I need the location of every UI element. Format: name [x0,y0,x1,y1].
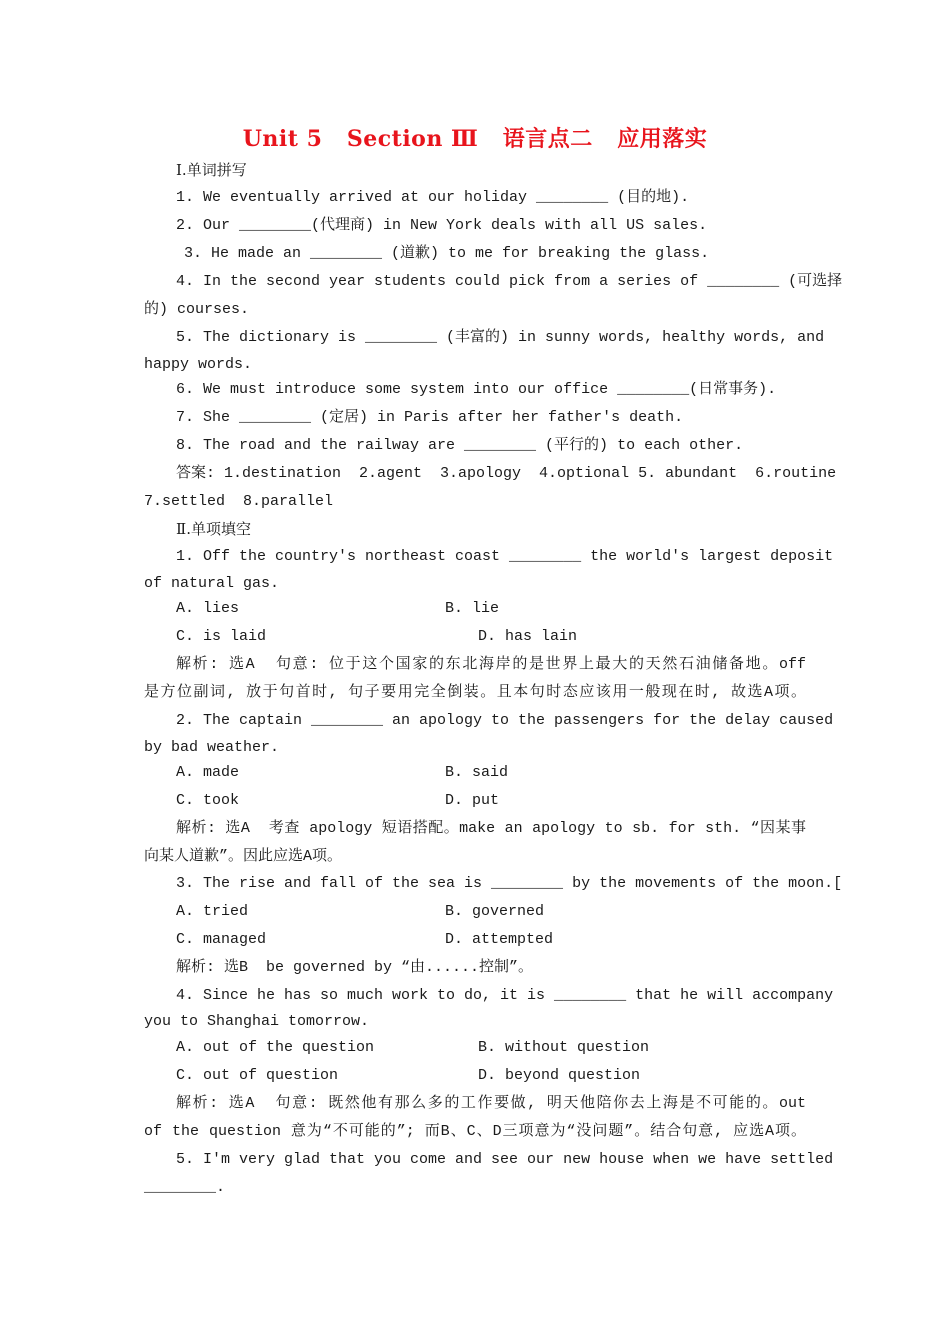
question-text: 1. We eventually arrived at our holiday ________ (目的地). [176,189,690,206]
option-d: D. beyond question [478,1067,641,1084]
option-c: C. is laid [176,628,267,645]
option-d: D. attempted [445,931,554,948]
page-title: Unit 5 Section Ⅲ 语言点二 应用落实 [242,126,708,152]
question-text: of natural gas. [144,575,280,592]
question-text: you to Shanghai tomorrow. [144,1013,370,1030]
question-text: 3. The rise and fall of the sea is ________ by the movements of the moon.[ [176,875,843,892]
option-b: B. lie [445,600,500,617]
option-a: A. out of the question [176,1039,375,1056]
explanation: of the question 意为“不可能的”; 而B、C、D三项意为“没问题”。结合句意, 应选A项。 [144,1123,806,1140]
option-c: C. managed [176,931,267,948]
option-a: A. made [176,764,240,781]
explanation: 解析: 选B be governed by “由......控制”。 [176,959,534,976]
question-text: 2. Our ________(代理商) in New York deals with all US sales. [176,217,708,234]
question-text: ________. [144,1179,226,1196]
explanation: 解析: 选A 句意: 位于这个国家的东北海岸的是世界上最大的天然石油储备地。off [176,656,806,673]
option-c: C. out of question [176,1067,339,1084]
question-text: 4. In the second year students could pick from a series of ________ (可选择 [176,273,843,290]
question-text: 3. He made an ________ (道歉) to me for breaking the glass. [184,245,710,262]
question-text: 8. The road and the railway are ________ (平行的) to each other. [176,437,744,454]
question-text: by bad weather. [144,739,280,756]
option-a: A. tried [176,903,249,920]
option-b: B. without question [478,1039,650,1056]
question-text: happy words. [144,356,253,373]
question-text: 6. We must introduce some system into our office ________(日常事务). [176,381,777,398]
question-text: 2. The captain ________ an apology to the passengers for the delay caused [176,712,834,729]
option-b: B. said [445,764,509,781]
option-a: A. lies [176,600,240,617]
explanation: 是方位副词, 放于句首时, 句子要用完全倒装。且本句时态应该用一般现在时, 故选A项。 [144,684,806,701]
option-c: C. took [176,792,240,809]
answer-key: 答案: 1.destination 2.agent 3.apology 4.optional 5. abundant 6.routine [176,465,837,482]
question-text: 的) courses. [144,301,250,318]
question-text: 5. I'm very glad that you come and see our new house when we have settled [176,1151,834,1168]
explanation: 解析: 选A 考查 apology 短语搭配。make an apology to sb. for sth. “因某事 [176,820,806,837]
explanation: 解析: 选A 句意: 既然他有那么多的工作要做, 明天他陪你去上海是不可能的。out [176,1095,806,1112]
answer-key: 7.settled 8.parallel [144,493,334,510]
section-heading-multiple-choice: Ⅱ.单项填空 [176,520,251,538]
question-text: 5. The dictionary is ________ (丰富的) in sunny words, healthy words, and [176,329,825,346]
option-d: D. has lain [478,628,578,645]
question-text: 7. She ________ (定居) in Paris after her father's death. [176,409,684,426]
question-text: 1. Off the country's northeast coast ________ the world's largest deposit [176,548,834,565]
section-heading-spelling: Ⅰ.单词拼写 [176,161,247,179]
explanation: 向某人道歉”。因此应选A项。 [144,848,343,865]
option-b: B. governed [445,903,545,920]
option-d: D. put [445,792,500,809]
question-text: 4. Since he has so much work to do, it is ________ that he will accompany [176,987,834,1004]
